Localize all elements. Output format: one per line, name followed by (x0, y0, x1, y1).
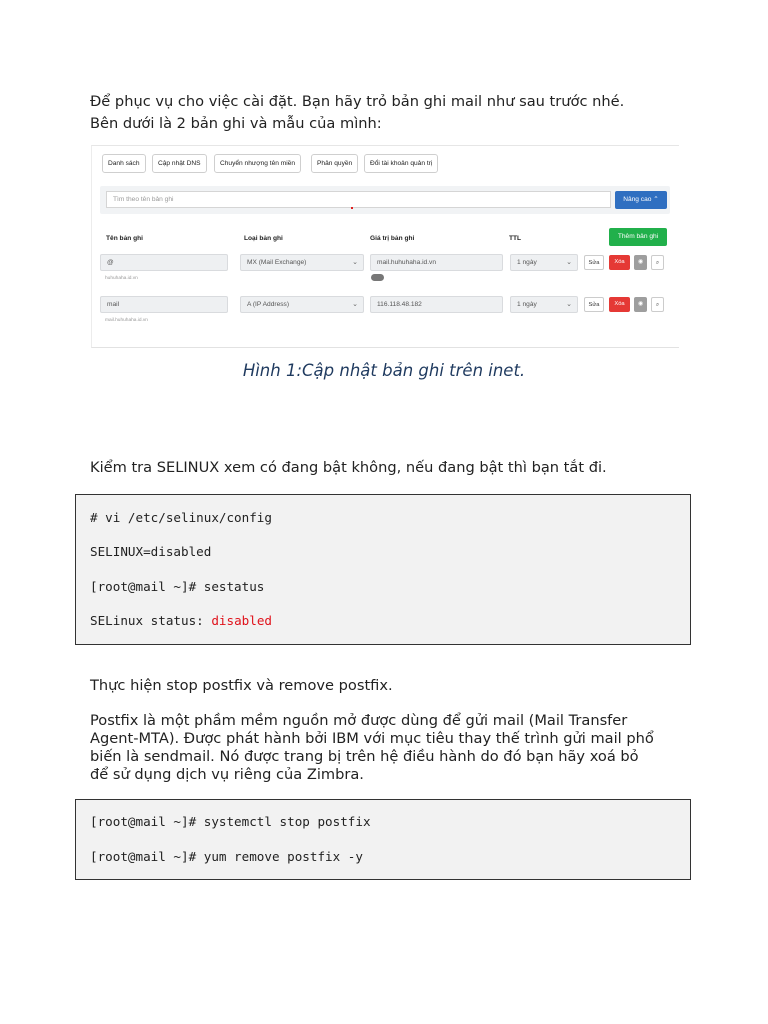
tab-domain-transfer[interactable]: Chuyển nhượng tên miền (214, 154, 301, 173)
toggle-switch[interactable] (371, 274, 384, 281)
postfix-desc-line: Postfix là một phầm mềm nguồn mở được dùng để gửi mail (Mail Transfer (90, 712, 628, 729)
postfix-desc-line: biến là sendmail. Nó được trang bị trên hệ điều hành do đó bạn hãy xoá bỏ (90, 748, 639, 765)
record-type-value: MX (Mail Exchange) (247, 259, 307, 266)
tab-list[interactable]: Danh sách (102, 154, 146, 173)
tab-change-admin[interactable]: Đổi tài khoản quản trị (364, 154, 438, 173)
status-value: disabled (211, 613, 272, 628)
intro-line-2: Bên dưới là 2 bản ghi và mẫu của mình: (90, 115, 382, 132)
edit-button[interactable]: Sửa (584, 255, 604, 270)
record-name-field[interactable]: @ (100, 254, 228, 271)
status-label: SELinux status: (90, 613, 212, 628)
header-record-type: Loại bản ghi (244, 235, 283, 242)
postfix-code-block (75, 799, 691, 880)
header-record-value: Giá trị bản ghi (370, 235, 415, 242)
red-dot-mark (351, 207, 353, 209)
figure-caption: Hình 1:Cập nhật bản ghi trên inet. (242, 361, 526, 380)
code-line: [root@mail ~]# sestatus (90, 579, 265, 594)
record-type-select[interactable] (240, 296, 364, 313)
intro-line-1: Để phục vụ cho việc cài đặt. Bạn hãy trỏ bản ghi mail như sau trước nhé. (90, 93, 625, 110)
search-input[interactable]: Tìm theo tên bản ghi (106, 191, 611, 208)
delete-button[interactable]: Xóa (609, 255, 630, 270)
postfix-desc-line: Agent-MTA). Được phát hành bởi IBM với mục tiêu thay thế trình gửi mail phổ (90, 730, 654, 747)
search-icon[interactable]: ⌕ (651, 297, 664, 312)
edit-button[interactable]: Sửa (584, 297, 604, 312)
record-value-field[interactable]: mail.huhuhaha.id.vn (370, 254, 503, 271)
code-line: # vi /etc/selinux/config (90, 510, 272, 525)
code-line: [root@mail ~]# systemctl stop postfix (90, 814, 371, 829)
selinux-code-block (75, 494, 691, 645)
code-line: [root@mail ~]# yum remove postfix -y (90, 849, 363, 864)
postfix-desc-line: để sử dụng dịch vụ riêng của Zimbra. (90, 766, 364, 783)
tab-update-dns[interactable]: Cập nhật DNS (152, 154, 207, 173)
record-type-select[interactable] (240, 254, 364, 271)
ttl-value: 1 ngày (517, 259, 537, 266)
code-line: SELINUX=disabled (90, 544, 212, 559)
search-icon[interactable]: ⌕ (651, 255, 664, 270)
dns-records-screenshot (91, 145, 679, 348)
eye-icon[interactable]: ◉ (634, 255, 647, 270)
record-name-field[interactable]: mail (100, 296, 228, 313)
record-type-value: A (IP Address) (247, 301, 290, 308)
advanced-button[interactable]: Nâng cao ⌃ (615, 191, 667, 209)
header-record-name: Tên bản ghi (106, 235, 143, 242)
record-value-field[interactable]: 116.118.48.182 (370, 296, 503, 313)
add-record-button[interactable]: Thêm bản ghi (609, 228, 667, 246)
record-name-sub: huhuhaha.id.vn (105, 276, 138, 281)
selinux-instruction: Kiểm tra SELINUX xem có đang bật không, nếu đang bật thì bạn tắt đi. (90, 459, 607, 476)
ttl-select[interactable] (510, 296, 578, 313)
ttl-value: 1 ngày (517, 301, 537, 308)
record-name-sub: mail.huhuhaha.id.vn (105, 318, 148, 323)
tab-permissions[interactable]: Phân quyền (311, 154, 358, 173)
chevron-down-icon: ⌄ (352, 259, 358, 266)
code-line (90, 613, 272, 628)
eye-icon[interactable]: ◉ (634, 297, 647, 312)
header-ttl: TTL (509, 235, 522, 242)
postfix-heading: Thực hiện stop postfix và remove postfix. (90, 677, 393, 694)
search-bar (100, 186, 670, 214)
delete-button[interactable]: Xóa (609, 297, 630, 312)
chevron-down-icon: ⌄ (566, 259, 572, 266)
chevron-down-icon: ⌄ (352, 301, 358, 308)
ttl-select[interactable] (510, 254, 578, 271)
chevron-down-icon: ⌄ (566, 301, 572, 308)
